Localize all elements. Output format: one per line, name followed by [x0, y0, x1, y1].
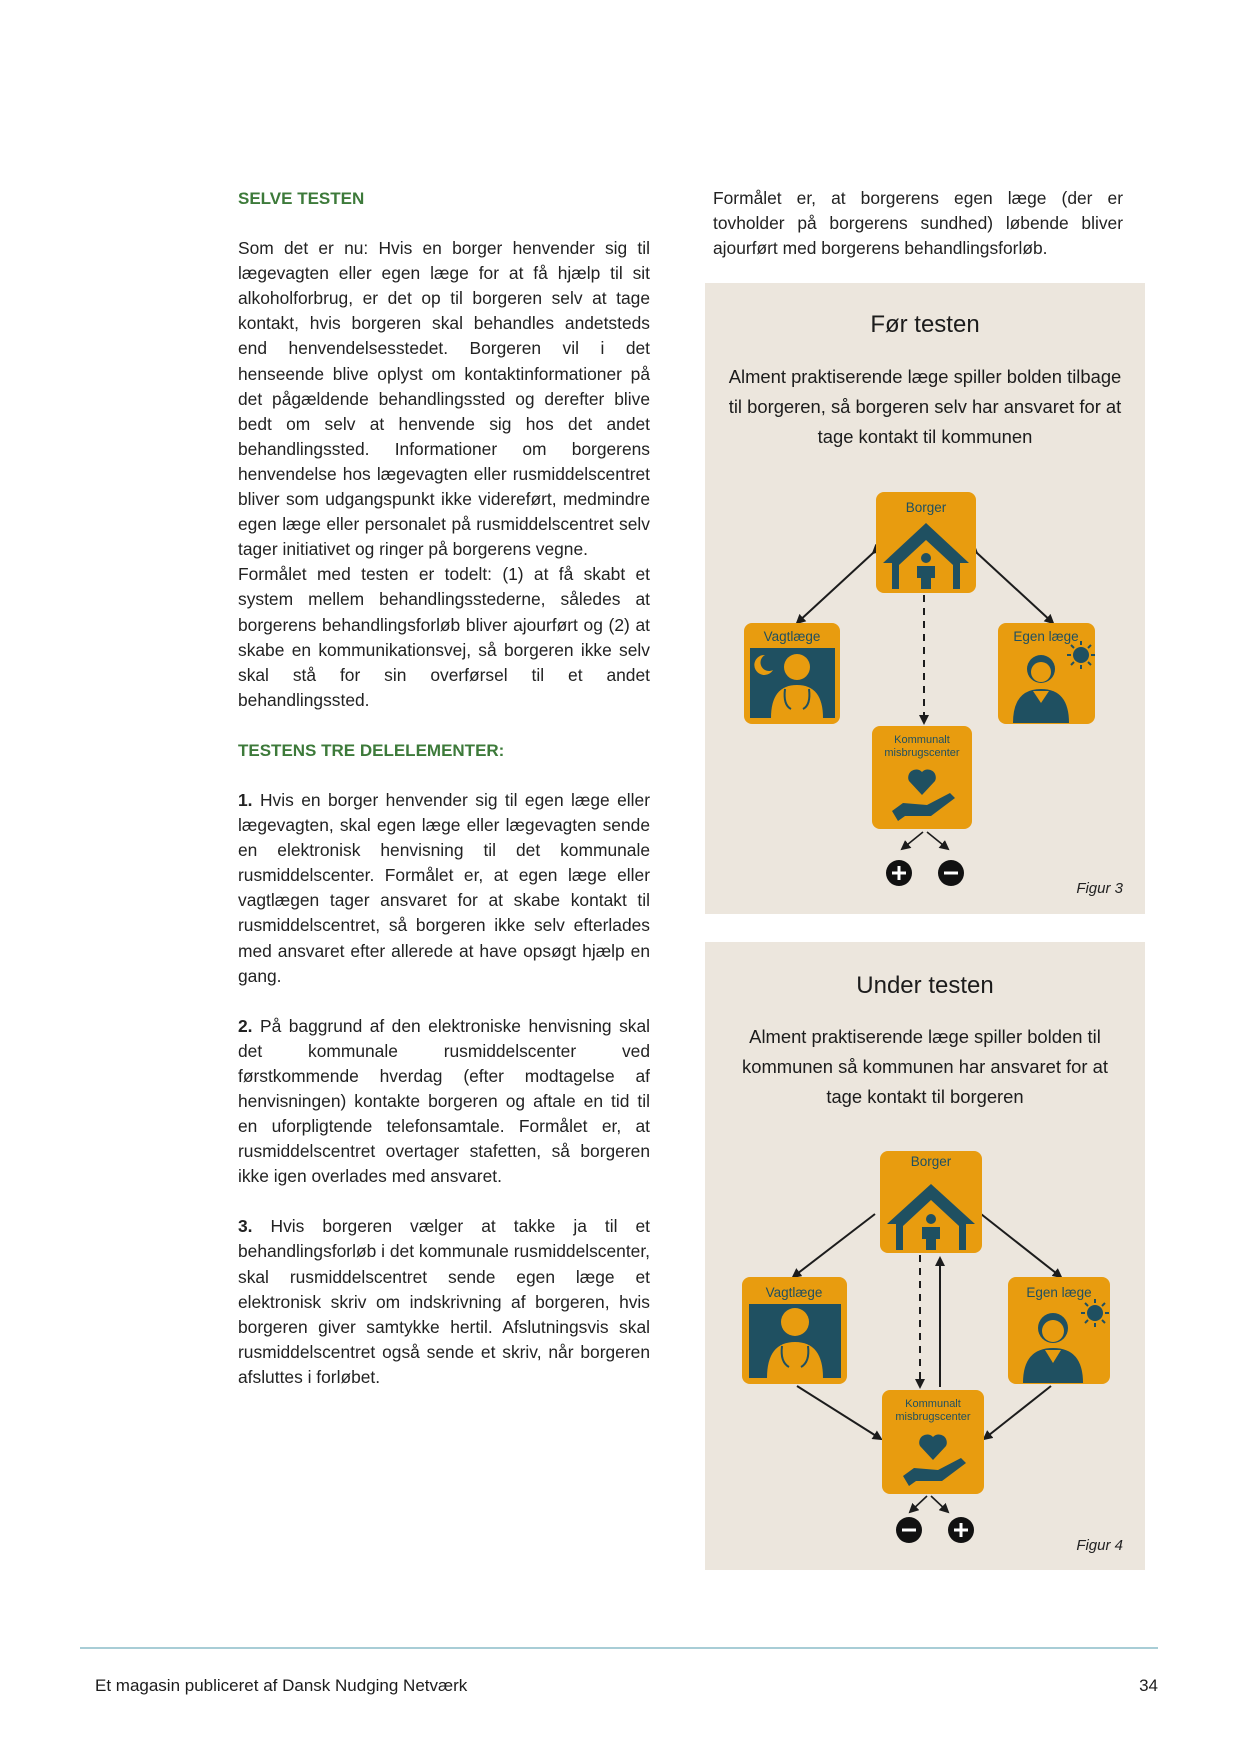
item-text: Hvis en borger henvender sig til egen læge eller lægevagten, skal egen læge eller lægevagten sende en elektronisk henvisning til det kommunale rusmiddelscenter. Formålet er, at egen læge eller vagtlægen tager ansvaret for at skabe kontakt til rusmiddelscentret, så borgeren ikke selv efterlades med ansvaret efter allerede at have opsøgt hjælp en gang.: [238, 789, 650, 986]
plus-icon: [948, 1517, 974, 1543]
arrow-kommune-minus: [910, 1496, 927, 1512]
arrow-borger-vagtlaege: [797, 553, 873, 623]
node-label-vagtlaege: Vagtlæge: [763, 629, 821, 644]
node-vagtlaege: [744, 623, 840, 724]
arrow-kommune-plus: [902, 832, 923, 849]
figure-before-test: [705, 283, 1145, 914]
list-item: [238, 1014, 650, 1190]
sun-icon: [1073, 647, 1089, 663]
node-egen-laege: [1008, 1277, 1110, 1384]
node-kommune: [882, 1390, 984, 1494]
section-heading-delelementer: TESTENS TRE DELELEMENTER:: [238, 740, 505, 760]
purpose-paragraph: Formålet med testen er todelt: (1) at få skabt et system mellem behandlingsstederne, således at borgerens behandlingsforløb bliver ajourført og (2) at skabe en kommunikationsvej, så borgeren ikke selv skal stå for sin overførsel til et andet behandlingssted.: [238, 564, 650, 710]
plus-icon: [886, 860, 912, 886]
figure-title: Under testen: [856, 972, 994, 999]
figure-caption: Figur 4: [1076, 1537, 1123, 1554]
figure-caption: Figur 3: [1076, 880, 1123, 897]
right-intro-paragraph: Formålet er, at borgerens egen læge (der er tovholder på borgerens sundhed) løbende bliver ajourført med borgerens behandlingsforløb.: [713, 188, 1123, 259]
figure-subtitle: Alment praktiserende læge spiller bolden tilbage til borgeren, så borgeren selv har ansvaret for at tage kontakt til kommunen: [728, 366, 1122, 447]
node-label-kommune-1: Kommunalt: [894, 734, 950, 746]
list-item: [238, 1214, 650, 1390]
arrow-borger-egen-laege: [981, 1214, 1061, 1277]
arrow-vagtlaege-kommune: [797, 1386, 881, 1439]
node-label-egen-laege: Egen læge: [1013, 629, 1079, 644]
figure-title: Før testen: [870, 311, 980, 338]
arrow-egen-laege-kommune: [984, 1386, 1051, 1439]
node-label-kommune-2: misbrugscenter: [884, 747, 960, 759]
list-item: [238, 788, 650, 989]
minus-icon: [938, 860, 964, 886]
section-heading-selve-testen: SELVE TESTEN: [238, 189, 365, 208]
item-number: 1.: [238, 789, 253, 810]
figure-under-test: [705, 942, 1145, 1570]
item-number: 3.: [238, 1216, 253, 1237]
node-label-egen-laege: Egen læge: [1026, 1285, 1092, 1300]
node-label-borger: Borger: [905, 500, 947, 515]
diagram: [705, 942, 1145, 1570]
node-borger: [876, 492, 976, 593]
node-vagtlaege: [742, 1277, 847, 1384]
footer-publisher: Et magasin publiceret af Dansk Nudging Netværk: [95, 1676, 468, 1695]
diagram: [705, 283, 1145, 914]
node-label-borger: Borger: [910, 1154, 952, 1169]
arrow-borger-egen-laege: [977, 553, 1053, 623]
left-column: [238, 186, 650, 1390]
item-number: 2.: [238, 1015, 253, 1036]
item-text: På baggrund af den elektroniske henvisning skal det kommunale rusmiddelscenter ved førstkommende hverdag (efter modtagelse af henvisningen) kontakte borgeren og aftale en tid til en uforpligtende telefonsamtale. Formålet er, at rusmiddelscentret overtager stafetten, så borgeren ikke igen overlades med ansvaret.: [238, 1015, 650, 1187]
node-borger: [880, 1151, 982, 1253]
footer-divider: [80, 1647, 1158, 1649]
node-label-kommune-2: misbrugscenter: [895, 1411, 971, 1423]
arrow-kommune-plus: [931, 1496, 948, 1512]
page-number: 34: [1139, 1676, 1158, 1695]
node-egen-laege: [998, 623, 1095, 724]
item-text: Hvis borgeren vælger at takke ja til et behandlingsforløb i det kommunale rusmiddelscenter, skal rusmiddelscentret sende egen læge et elektronisk skriv om indskrivning af borgeren, hvis borgeren giver samtykke hertil. Afslutningsvis skal rusmiddelscentret også sende et skriv, når borgeren afsluttes i forløbet.: [238, 1216, 650, 1387]
node-label-kommune-1: Kommunalt: [905, 1398, 961, 1410]
arrow-borger-vagtlaege: [793, 1214, 875, 1277]
node-kommune: [872, 726, 972, 829]
intro-paragraph: Som det er nu: Hvis en borger henvender sig til lægevagten eller egen læge for at få hjælp til sit alkoholforbrug, er det op til borgeren selv at tage kontakt, hvis borgeren skal behandles andetsteds end henvendelsesstedet. Borgeren vil i det henseende blive oplyst om kontaktinformationer på det pågældende behandlingssted og derefter blive bedt om selv at henvende sig hos det andet behandlingssted. Informationer om borgerens henvendelse hos lægevagten eller rusmiddelscentret bliver som udgangspunkt ikke videreført, medmindre egen læge eller personalet på rusmiddelscentret selv tager initiativet og ringer på borgerens vegne.: [238, 238, 650, 560]
node-label-vagtlaege: Vagtlæge: [765, 1285, 823, 1300]
arrow-kommune-minus: [927, 832, 948, 849]
figure-subtitle: Alment praktiserende læge spiller bolden til kommunen så kommunen har ansvaret for at tage kontakt til borgeren: [742, 1026, 1108, 1107]
sun-icon: [1087, 1305, 1103, 1321]
minus-icon: [896, 1517, 922, 1543]
